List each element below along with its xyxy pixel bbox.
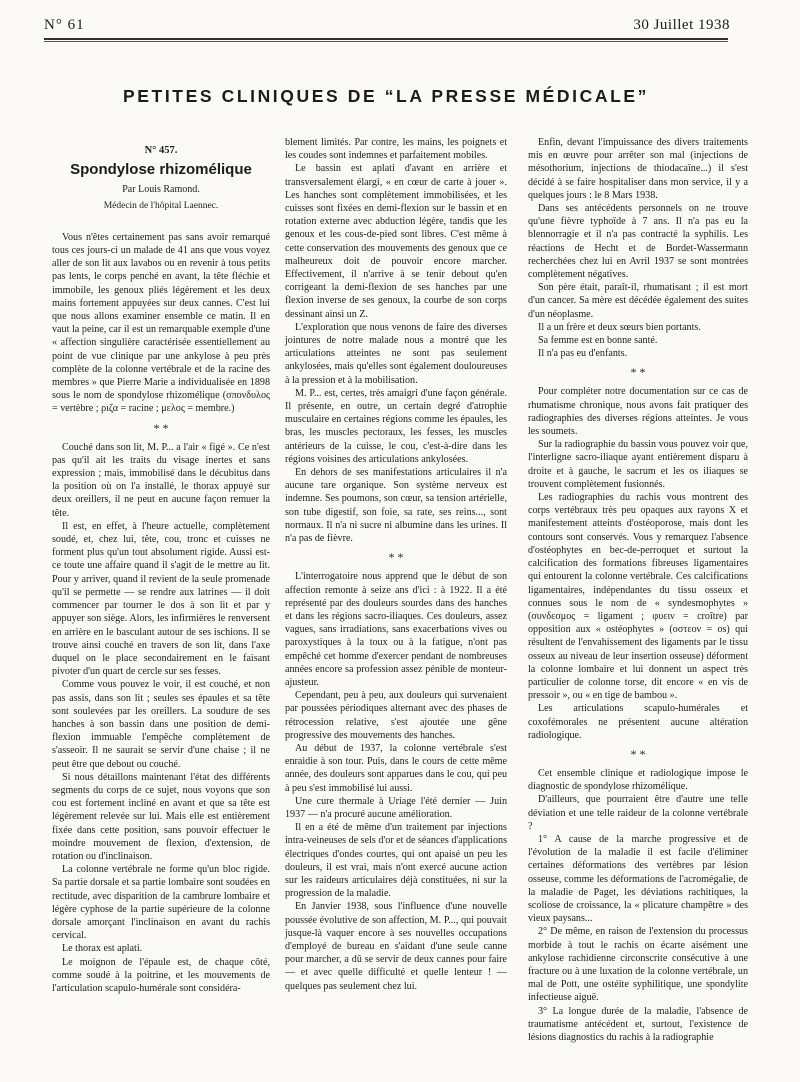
paragraph: Il est, en effet, à l'heure actuelle, complètement soudé, et, chez lui, tête, cou, tronc et cuisses ne forment plus qu'un tout absolument rigide. Aussi est-ce toute une affaire quand il s'agit de le mettre au lit. Pour y arriver, quand il revient de la seule promenade qu'il se permette — se rendre aux latrines — il doit commencer par tourner le dos à son lit et par y appuyer son siège. Alors, les infirmières le renversent en arrière en le basculant autour de ses ischions. Il se trouve ainsi couché en travers de son lit, dans l'axe duquel on le place secondairement en le faisant pivoter d'un quart de cercle sur ses fesses. — [52, 520, 270, 678]
paragraph: Le bassin est aplati d'avant en arrière et transversalement élargi, « en cœur de carte à jouer ». Les hanches sont complètement immobilisées, et les cuisses sont fixées en demi-flexion sur le bassin et en rotation externe avec abduction légère, tandis que les genoux et les cous-de-pied sont libres. C'est même à cette conservation des mouvements des genoux que ce malheureux doit de pouvoir encore marcher. Effectivement, il n'arrive à se tenir debout qu'en corrigeant la demi-flexion de ses hanches par une flexion inverse de ses genoux, la courbe de son corps dessinant ainsi un Z. — [285, 163, 507, 320]
paragraph: Il en a été de même d'un traitement par injections intra-veineuses de sels d'or et de séances d'applications électriques d'ondes courtes, qui ont apaisé un peu les douleurs, il est vrai, mais n'ont exercé aucune action sur les raideurs articulaires déjà constituées, ni sur la progression de la maladie. — [285, 822, 507, 900]
paragraph: Les articulations scapulo-humérales et coxofémorales ne présentent aucune altération radiologique. — [528, 703, 748, 741]
paragraph: Couché dans son lit, M. P... a l'air « figé ». Ce n'est pas qu'il ait les traits du visage inertes et sans expression ; mais, immobilisé dans le décubitus dans la position où on l'a installé, le thorax appuyé sur deux oreillers, il ne peut en aucune façon remuer la tête. — [52, 441, 270, 519]
paragraph: Dans ses antécédents personnels on ne trouve qu'une fièvre typhoïde à 7 ans. Il n'a pas eu la blennorragie et il n'a pas contracté la syphilis. Les réactions de Hecht et de Bordet-Wassermann recherchées chez lui en Avril 1937 se sont montrées complètement négatives. — [528, 203, 748, 281]
paragraph: Pour compléter notre documentation sur ce cas de rhumatisme chronique, nous avons fait pratiquer des radiographies des diverses régions atteintes. Je vous les soumets. — [528, 386, 748, 438]
paragraph: L'interrogatoire nous apprend que le début de son affection remonte à seize ans d'ici : à 1922. Il a été représenté par des douleurs sourdes dans des hanches et dans les régions sacro-iliaques. Ces douleurs, assez vagues, sans irradiations, sans exacerbations vives ou paroxystiques à la toux ou à la fatigue, n'ont pas empêché cet homme d'exercer pendant de nombreuses années encore sa profession assez pénible de monteur-ajusteur. — [285, 571, 507, 688]
paragraph: 1° A cause de la marche progressive et de l'évolution de la maladie il est facile d'éliminer certaines déformations des vertèbres par lésion osseuse, comme les déformations de l'acromégalie, de la maladie de Paget, les déviations rachitiques, la scoliose de croissance, la « plicature champêtre » des vieux paysans... — [528, 833, 748, 925]
paragraph: Sa femme est en bonne santé. — [538, 335, 658, 347]
paragraph: Cet ensemble clinique et radiologique impose le diagnostic de spondylose rhizomélique. — [528, 767, 748, 793]
paragraph: Il n'a pas eu d'enfants. — [538, 348, 628, 360]
column-2 — [285, 136, 507, 993]
column-3 — [528, 136, 748, 1044]
paragraph: Son père était, paraît-il, rhumatisant ; il est mort d'un cancer. Sa mère est décédée également des suites d'un néoplasme. — [528, 282, 748, 320]
author-role: Médecin de l'hôpital Laennec. — [103, 200, 219, 211]
header-rule — [44, 38, 728, 40]
paragraph: Comme vous pouvez le voir, il est couché, et non pas assis, dans son lit ; seules ses épaules et sa tête sont soulevées par les oreillers. La soudure de ses hanches à son bassin dans une position de demi-flexion immuable l'empêche complètement de s'asseoir. Il ne saurait se servir d'une chaise ; il ne peut être que debout ou couché. — [52, 679, 270, 770]
section-separator: * * — [630, 365, 646, 380]
paragraph: L'exploration que nous venons de faire des diverses jointures de notre malade nous a montré que les articulations atteintes ne sont pas seulement ankylosées, mais qu'elles sont également douloureuses à la pression et à la mobilisation. — [285, 321, 507, 386]
paragraph: D'ailleurs, que pourraient être d'autre une telle déviation et une telle raideur de la colonne vertébrale ? — [528, 794, 748, 832]
paragraph: M. P... est, certes, très amaigri d'une façon générale. Il présente, en outre, un certain degré d'atrophie musculaire en certaines régions comme les épaules, les bras, les muscles pectoraux, les fesses, les muscles antérieurs de la cuisse, le cou, c'est-à-dire dans les régions voisines des articulations ankylosées. — [285, 387, 507, 465]
paragraph: Vous n'êtes certainement pas sans avoir remarqué tous ces jours-ci un malade de 41 ans que vous voyez aller de son lit aux lavabos ou en revenir à tous petits pas lents, le corps penché en avant, la tête fléchie et immobile, les genoux pliés légèrement et les deux mains fortement appuyées sur deux cannes. C'est lui que nous allons examiner ensemble ce matin. Il en vaut la peine, car il est un remarquable exemple d'une « affection singulière caractérisée essentiellement au point de vue clinique par une ankylose à peu près complète de la colonne vertébrale et de la racine des membres » que Pierre Marie a individualisée en 1898 sous le nom de spondylose rhizomélique (σπονδυλος = vertèbre ; ριζα = racine ; μελος = membre.) — [52, 231, 270, 415]
paragraph: Les radiographies du rachis vous montrent des corps vertébraux très peu opaques aux rayons X et manifestement atteints d'ostéoporose, mais dont les contours sont conservés. Vous y remarquez l'absence d'ostéophytes en bec-de-perroquet et surtout la calcification des formations fibreuses ligamentaires qui entourent la colonne vertébrale. Ces calcifications ligamentaires, indépendantes du tissu osseux et connues sous le nom de « syndesmophytes » (συνδεσμος = ligament ; φυειν = croître) par opposition aux « ostéophytes » (οστεον = os) qui résultent de l'envahissement des ligaments par le tissu osseux au niveau de leur insertion osseuse) déforment la colonne lombaire et lui donnent un aspect très particulier de colonne torse, dit encore « en vis de pressoir », ou « en tige de bambou ». — [528, 492, 748, 702]
paragraph: Enfin, devant l'impuissance des divers traitements mis en œuvre pour arrêter son mal (injections de mésothorium, injections de thiodacaïne...) il s'est décidé à se faire hospitaliser dans mon service, il y a quelques jours : le 8 Mars 1938. — [528, 137, 748, 201]
article-byline: Par Louis Ramond. — [122, 184, 200, 196]
issue-number: N° 61 — [44, 17, 85, 33]
header-rule-thin — [44, 41, 728, 42]
paragraph: En Janvier 1938, sous l'influence d'une nouvelle poussée évolutive de son affection, M. P..., qui pouvait jusque-là vaquer encore à ses nouvelles occupations d'employé de bureau en s'aidant d'une seule canne pour marcher, a dû se servir de deux cannes pour faire — et avec quelle difficulté et quelle lenteur ! — quelques pas seulement chez lui. — [285, 901, 507, 992]
paragraph: Sur la radiographie du bassin vous pouvez voir que, l'interligne sacro-iliaque ayant entièrement disparu à droite et à gauche, le sacrum et les os iliaques se trouvent complètement fusionnés. — [528, 439, 748, 490]
paragraph: Si nous détaillons maintenant l'état des différents segments du corps de ce sujet, nous voyons que son cou est fortement incliné en avant et que sa tête est légèrement relevée sur lui. Mais elle est entièrement fixée dans cette position, sans pouvoir effectuer le moindre mouvement de flexion, d'extension, de rotation ou d'inclinaison. — [52, 771, 270, 862]
section-separator: * * — [153, 420, 169, 435]
paragraph: Une cure thermale à Uriage l'été dernier — Juin 1937 — n'a procuré aucune amélioration. — [285, 795, 507, 820]
section-separator: * * — [388, 550, 404, 565]
paragraph: 2° De même, en raison de l'extension du processus morbide à tout le rachis on écarte aisément une ankylose rachidienne circonscrite consécutive à une fracture ou à une luxation de la colonne vertébrale, un mal de Pott, une ostéite syphilitique, une spondylite infectieuse aiguë. — [528, 926, 748, 1004]
paragraph: Il a un frère et deux sœurs bien portants. — [538, 321, 701, 333]
issue-date: 30 Juillet 1938 — [633, 17, 730, 33]
section-title: PETITES CLINIQUES DE “LA PRESSE MÉDICALE” — [122, 86, 649, 106]
paragraph: blement limités. Par contre, les mains, les poignets et les coudes sont indemnes et parfaitement mobiles. — [285, 137, 507, 162]
article-title: Spondylose rhizomélique — [70, 161, 252, 179]
paragraph: Le thorax est aplati. — [62, 943, 143, 955]
article-number: N° 457. — [144, 145, 178, 156]
column-1 — [52, 136, 270, 995]
section-separator: * * — [630, 746, 646, 761]
paragraph: La colonne vertébrale ne forme qu'un bloc rigide. Sa partie dorsale et sa partie lombaire sont soudées en rectitude, avec disparition de la cambrure lombaire et légère cyphose de la partie supérieure de la colonne dorsale amorçant l'inclinaison en avant du rachis cervical. — [52, 864, 270, 942]
paragraph: Cependant, peu à peu, aux douleurs qui survenaient par poussées périodiques alternant avec des phases de rétrocession relative, s'est ajoutée une gêne progressive des mouvements des hanches. — [285, 690, 507, 741]
paragraph: Au début de 1937, la colonne vertébrale s'est enraidie à son tour. Puis, dans le cours de cette même année, des douleurs sont apparues dans le cou, qui peu à peu s'est immobilisé lui aussi. — [285, 742, 507, 794]
paragraph: Le moignon de l'épaule est, de chaque côté, comme soudé à la poitrine, et les mouvements de l'articulation scapulo-humérale sont considéra- — [52, 956, 270, 994]
paragraph: En dehors de ses manifestations articulaires il n'a aucune tare organique. Son système nerveux est indemne. Ses poumons, son cœur, sa tension artérielle, son tube digestif, son foie, sa rate, ses reins..., sont normaux. Il n'a ni sucre ni albumine dans les urines. Il n'a pas de fièvre. — [285, 467, 507, 545]
paragraph: 3° La longue durée de la maladie, l'absence de traumatisme antécédent et, surtout, l'existence de lésions diagnostics du rachis à la radiographie — [528, 1005, 748, 1043]
